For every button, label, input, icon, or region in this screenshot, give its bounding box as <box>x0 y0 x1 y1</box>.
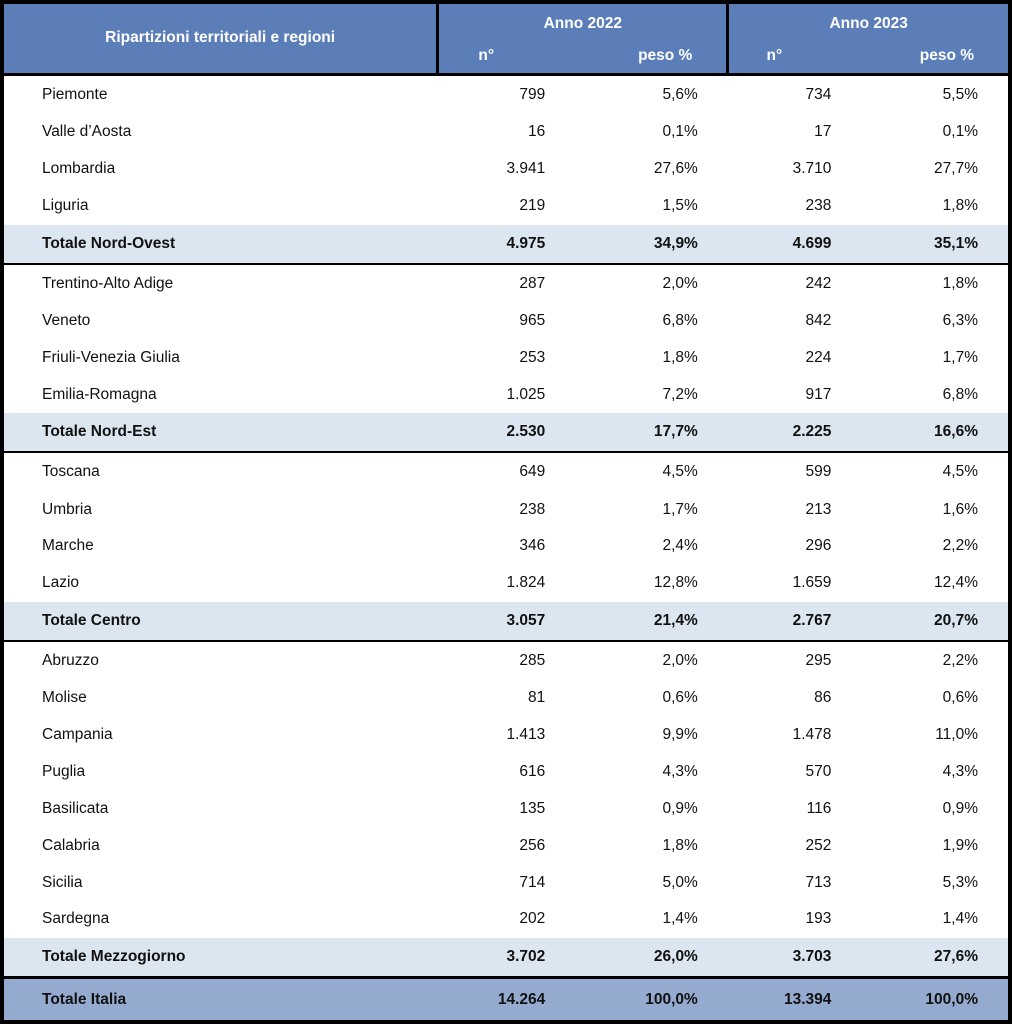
peso-2023-cell: 6,8% <box>869 376 1010 413</box>
region-name-cell: Valle d’Aosta <box>2 114 438 151</box>
peso-2023-cell: 27,6% <box>869 938 1010 978</box>
region-name-cell: Friuli-Venezia Giulia <box>2 339 438 376</box>
peso-2022-cell: 7,2% <box>583 376 728 413</box>
n-2022-cell: 3.057 <box>438 602 584 641</box>
peso-2022-cell: 9,9% <box>583 717 728 754</box>
peso-2023-cell: 12,4% <box>869 565 1010 602</box>
peso-2023-cell: 1,9% <box>869 827 1010 864</box>
subtotal-row <box>2 413 1010 452</box>
peso-2023-cell: 4,3% <box>869 753 1010 790</box>
table-row <box>2 114 1010 151</box>
n-2022-cell: 2.530 <box>438 413 584 452</box>
region-name-cell: Abruzzo <box>2 641 438 680</box>
region-name-cell: Emilia-Romagna <box>2 376 438 413</box>
region-name-cell: Totale Mezzogiorno <box>2 938 438 978</box>
peso-2023-cell: 16,6% <box>869 413 1010 452</box>
n-2023-cell: 86 <box>728 680 870 717</box>
n-2022-cell: 256 <box>438 827 584 864</box>
n-2023-cell: 3.703 <box>728 938 870 978</box>
header-n-2022: n° <box>438 40 584 74</box>
n-2022-cell: 16 <box>438 114 584 151</box>
peso-2023-cell: 1,8% <box>869 188 1010 225</box>
peso-2022-cell: 2,4% <box>583 528 728 565</box>
peso-2022-cell: 21,4% <box>583 602 728 641</box>
n-2023-cell: 1.478 <box>728 717 870 754</box>
region-name-cell: Puglia <box>2 753 438 790</box>
peso-2022-cell: 1,8% <box>583 339 728 376</box>
n-2022-cell: 135 <box>438 790 584 827</box>
n-2022-cell: 14.264 <box>438 978 584 1022</box>
n-2022-cell: 3.941 <box>438 151 584 188</box>
n-2022-cell: 1.025 <box>438 376 584 413</box>
region-name-cell: Veneto <box>2 303 438 340</box>
region-name-cell: Marche <box>2 528 438 565</box>
peso-2023-cell: 35,1% <box>869 225 1010 264</box>
n-2023-cell: 842 <box>728 303 870 340</box>
peso-2023-cell: 2,2% <box>869 528 1010 565</box>
region-name-cell: Molise <box>2 680 438 717</box>
peso-2023-cell: 27,7% <box>869 151 1010 188</box>
table-row <box>2 641 1010 680</box>
n-2023-cell: 13.394 <box>728 978 870 1022</box>
table-row <box>2 264 1010 303</box>
table-row <box>2 827 1010 864</box>
grandtotal-row <box>2 978 1010 1022</box>
n-2022-cell: 799 <box>438 74 584 114</box>
n-2023-cell: 570 <box>728 753 870 790</box>
peso-2022-cell: 0,9% <box>583 790 728 827</box>
peso-2022-cell: 12,8% <box>583 565 728 602</box>
region-name-cell: Toscana <box>2 452 438 491</box>
table-row <box>2 864 1010 901</box>
table-row <box>2 901 1010 938</box>
subtotal-row <box>2 602 1010 641</box>
n-2023-cell: 4.699 <box>728 225 870 264</box>
n-2023-cell: 2.767 <box>728 602 870 641</box>
peso-2022-cell: 0,6% <box>583 680 728 717</box>
n-2022-cell: 202 <box>438 901 584 938</box>
peso-2022-cell: 26,0% <box>583 938 728 978</box>
peso-2023-cell: 0,9% <box>869 790 1010 827</box>
region-name-cell: Calabria <box>2 827 438 864</box>
table-row <box>2 339 1010 376</box>
peso-2022-cell: 4,5% <box>583 452 728 491</box>
peso-2023-cell: 1,4% <box>869 901 1010 938</box>
peso-2022-cell: 17,7% <box>583 413 728 452</box>
region-name-cell: Umbria <box>2 491 438 528</box>
n-2023-cell: 917 <box>728 376 870 413</box>
region-name-cell: Totale Nord-Ovest <box>2 225 438 264</box>
n-2023-cell: 295 <box>728 641 870 680</box>
peso-2023-cell: 0,1% <box>869 114 1010 151</box>
region-name-cell: Basilicata <box>2 790 438 827</box>
header-n-2023: n° <box>728 40 870 74</box>
table-row <box>2 74 1010 114</box>
header-peso-2022: peso % <box>583 40 728 74</box>
n-2022-cell: 253 <box>438 339 584 376</box>
n-2022-cell: 965 <box>438 303 584 340</box>
header-peso-2023: peso % <box>869 40 1010 74</box>
n-2022-cell: 714 <box>438 864 584 901</box>
n-2022-cell: 1.413 <box>438 717 584 754</box>
n-2023-cell: 599 <box>728 452 870 491</box>
n-2023-cell: 116 <box>728 790 870 827</box>
table-row <box>2 680 1010 717</box>
table-row <box>2 565 1010 602</box>
peso-2022-cell: 1,4% <box>583 901 728 938</box>
peso-2022-cell: 2,0% <box>583 641 728 680</box>
peso-2023-cell: 100,0% <box>869 978 1010 1022</box>
peso-2023-cell: 2,2% <box>869 641 1010 680</box>
table-body <box>2 74 1010 1022</box>
n-2023-cell: 193 <box>728 901 870 938</box>
n-2023-cell: 213 <box>728 491 870 528</box>
region-name-cell: Piemonte <box>2 74 438 114</box>
subtotal-row <box>2 225 1010 264</box>
peso-2023-cell: 6,3% <box>869 303 1010 340</box>
region-name-cell: Totale Italia <box>2 978 438 1022</box>
table-header <box>2 2 1010 74</box>
n-2022-cell: 238 <box>438 491 584 528</box>
peso-2023-cell: 11,0% <box>869 717 1010 754</box>
region-name-cell: Sardegna <box>2 901 438 938</box>
peso-2023-cell: 5,5% <box>869 74 1010 114</box>
peso-2022-cell: 34,9% <box>583 225 728 264</box>
n-2023-cell: 734 <box>728 74 870 114</box>
n-2022-cell: 287 <box>438 264 584 303</box>
n-2023-cell: 224 <box>728 339 870 376</box>
peso-2023-cell: 20,7% <box>869 602 1010 641</box>
peso-2023-cell: 5,3% <box>869 864 1010 901</box>
table-row <box>2 717 1010 754</box>
peso-2022-cell: 5,6% <box>583 74 728 114</box>
n-2022-cell: 1.824 <box>438 565 584 602</box>
n-2022-cell: 219 <box>438 188 584 225</box>
peso-2023-cell: 1,6% <box>869 491 1010 528</box>
peso-2023-cell: 0,6% <box>869 680 1010 717</box>
region-name-cell: Lazio <box>2 565 438 602</box>
n-2023-cell: 238 <box>728 188 870 225</box>
n-2023-cell: 713 <box>728 864 870 901</box>
peso-2023-cell: 1,8% <box>869 264 1010 303</box>
region-name-cell: Sicilia <box>2 864 438 901</box>
region-name-cell: Liguria <box>2 188 438 225</box>
n-2022-cell: 649 <box>438 452 584 491</box>
peso-2022-cell: 100,0% <box>583 978 728 1022</box>
table-row <box>2 491 1010 528</box>
peso-2023-cell: 1,7% <box>869 339 1010 376</box>
peso-2022-cell: 1,8% <box>583 827 728 864</box>
table-row <box>2 452 1010 491</box>
n-2022-cell: 81 <box>438 680 584 717</box>
n-2022-cell: 4.975 <box>438 225 584 264</box>
peso-2023-cell: 4,5% <box>869 452 1010 491</box>
table-row <box>2 188 1010 225</box>
peso-2022-cell: 2,0% <box>583 264 728 303</box>
n-2023-cell: 242 <box>728 264 870 303</box>
n-2023-cell: 296 <box>728 528 870 565</box>
table-row <box>2 376 1010 413</box>
header-anno-2022: Anno 2022 <box>438 2 728 40</box>
n-2023-cell: 1.659 <box>728 565 870 602</box>
n-2022-cell: 3.702 <box>438 938 584 978</box>
header-region-column: Ripartizioni territoriali e regioni <box>2 2 438 74</box>
region-name-cell: Trentino-Alto Adige <box>2 264 438 303</box>
n-2023-cell: 252 <box>728 827 870 864</box>
n-2023-cell: 17 <box>728 114 870 151</box>
n-2023-cell: 2.225 <box>728 413 870 452</box>
n-2023-cell: 3.710 <box>728 151 870 188</box>
table-row <box>2 151 1010 188</box>
table-row <box>2 753 1010 790</box>
header-anno-2023: Anno 2023 <box>728 2 1010 40</box>
region-name-cell: Lombardia <box>2 151 438 188</box>
table-row <box>2 790 1010 827</box>
table-row <box>2 303 1010 340</box>
n-2022-cell: 616 <box>438 753 584 790</box>
region-name-cell: Campania <box>2 717 438 754</box>
n-2022-cell: 285 <box>438 641 584 680</box>
peso-2022-cell: 5,0% <box>583 864 728 901</box>
peso-2022-cell: 1,5% <box>583 188 728 225</box>
peso-2022-cell: 4,3% <box>583 753 728 790</box>
region-name-cell: Totale Centro <box>2 602 438 641</box>
peso-2022-cell: 27,6% <box>583 151 728 188</box>
peso-2022-cell: 6,8% <box>583 303 728 340</box>
region-name-cell: Totale Nord-Est <box>2 413 438 452</box>
peso-2022-cell: 1,7% <box>583 491 728 528</box>
peso-2022-cell: 0,1% <box>583 114 728 151</box>
table-row <box>2 528 1010 565</box>
subtotal-row <box>2 938 1010 978</box>
n-2022-cell: 346 <box>438 528 584 565</box>
